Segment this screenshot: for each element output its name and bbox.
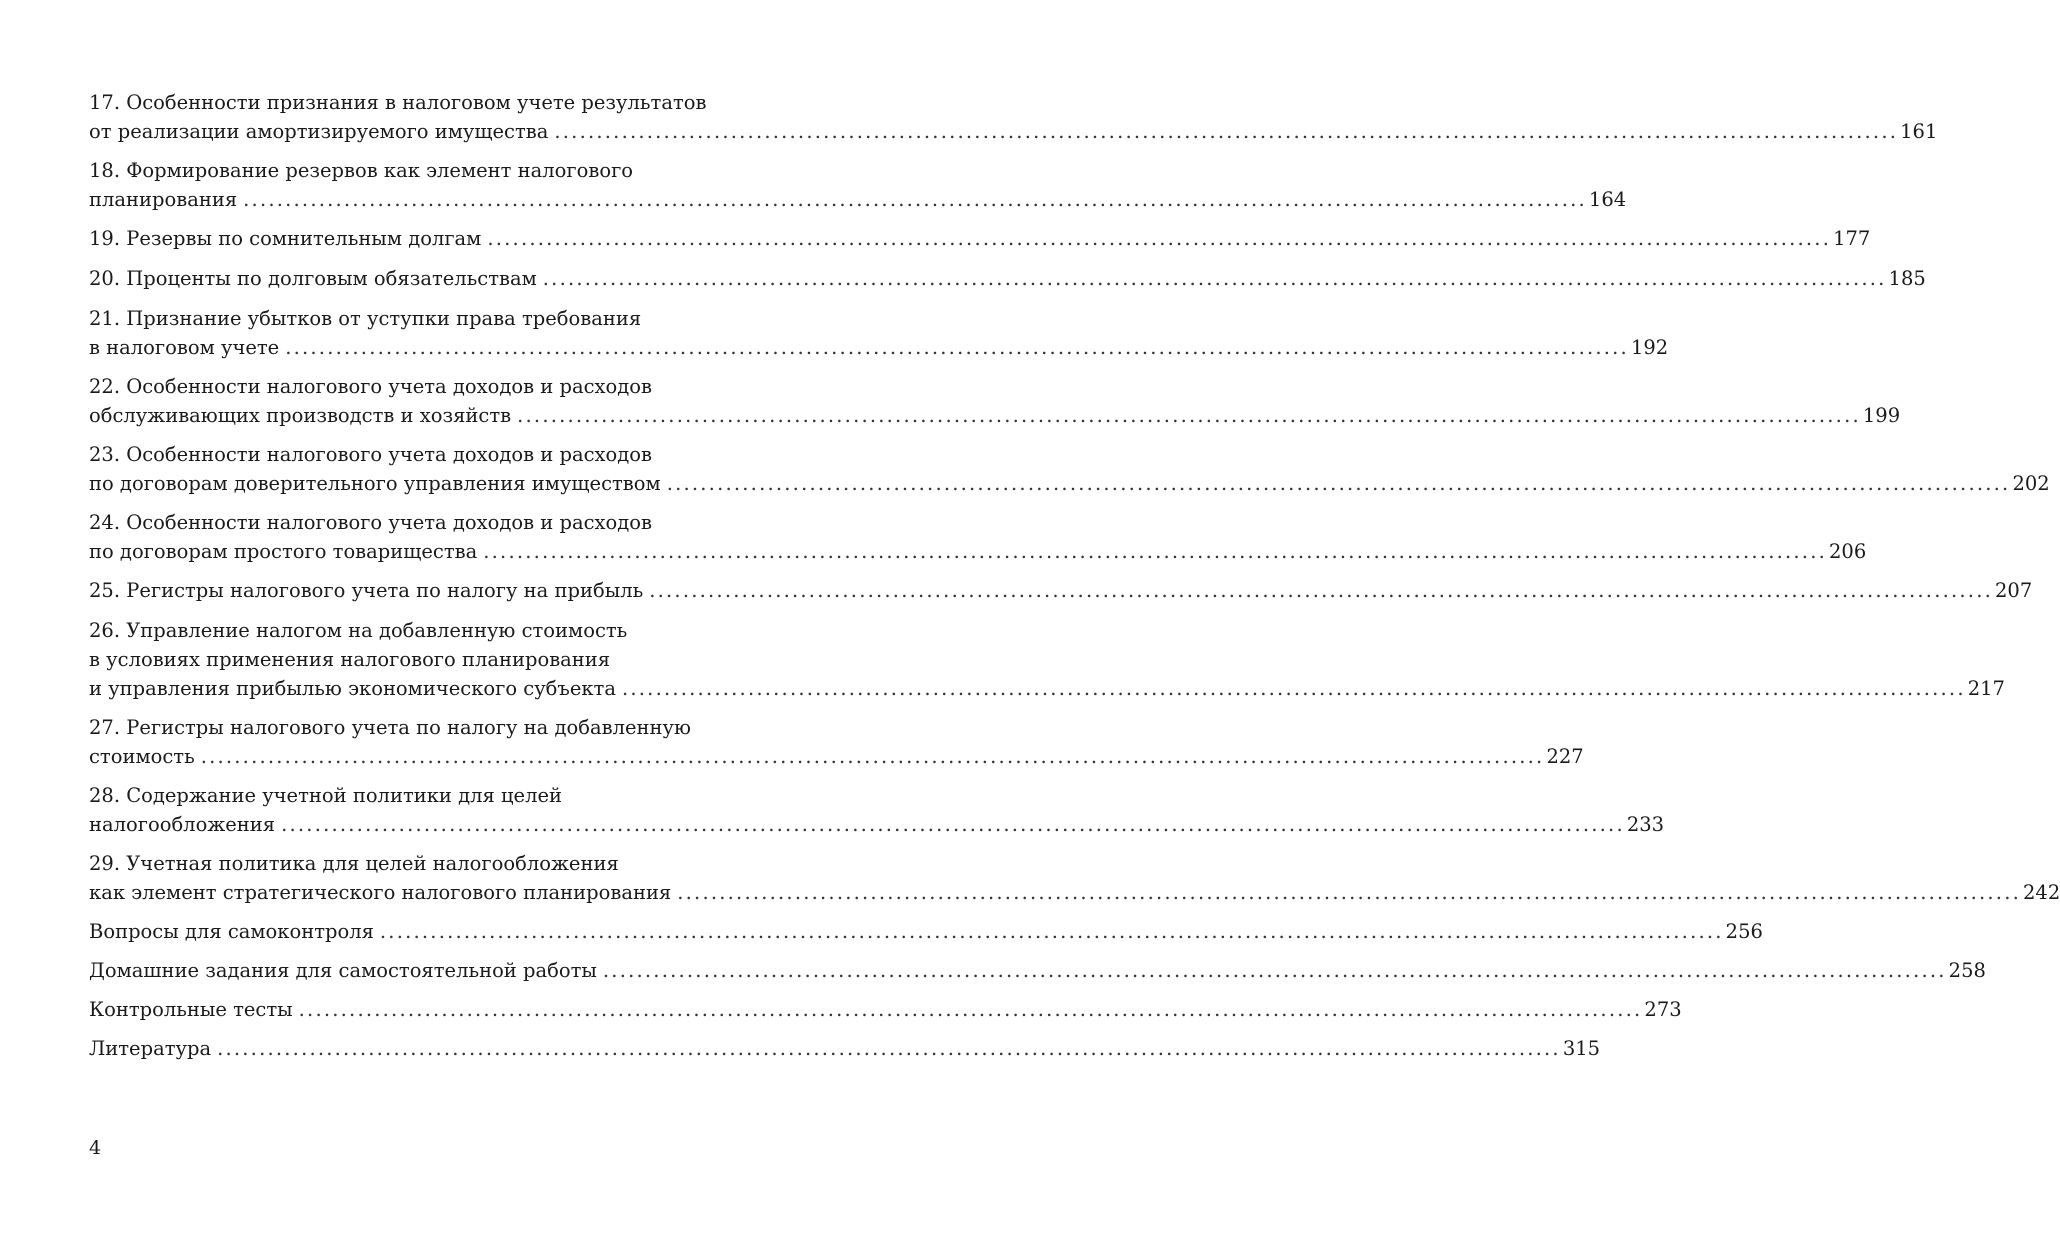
- leader-dots: ................................................................................................................................................................: [542, 267, 1887, 290]
- toc-entry-20[interactable]: [89, 264, 1926, 293]
- toc-entry-title: 20. Проценты по долговым обязательствам: [89, 267, 537, 290]
- table-of-contents: [89, 88, 2060, 1073]
- toc-entry-literature[interactable]: [89, 1034, 1601, 1063]
- toc-entry-17[interactable]: [89, 88, 1938, 146]
- toc-entry-title-tail: как элемент стратегического налогового планирования: [89, 881, 672, 904]
- toc-entry-title-tail: обслуживающих производств и хозяйств: [89, 404, 512, 427]
- toc-entry-last-line: [89, 469, 2050, 498]
- toc-entry-page-number: 227: [1546, 745, 1584, 768]
- toc-entry-last-line: [89, 742, 1584, 771]
- toc-entry-22[interactable]: [89, 372, 1901, 430]
- toc-entry-last-line: [89, 917, 1763, 946]
- toc-entry-last-line: [89, 264, 1926, 293]
- leader-dots: ................................................................................................................................................................: [285, 336, 1629, 359]
- toc-entry-title-line: 21. Признание убытков от уступки права требования: [89, 307, 642, 330]
- toc-entry-page-number: 161: [1900, 120, 1938, 143]
- toc-entry-self-check-questions[interactable]: [89, 917, 1763, 946]
- toc-entry-title-tail: налогообложения: [89, 813, 276, 836]
- toc-entry-title-tail: от реализации амортизируемого имущества: [89, 120, 549, 143]
- leader-dots: ................................................................................................................................................................: [666, 472, 2011, 495]
- toc-entry-title-tail: в налоговом учете: [89, 336, 280, 359]
- leader-dots: ................................................................................................................................................................: [281, 813, 1625, 836]
- toc-entry-last-line: [89, 674, 2005, 703]
- toc-entry-19[interactable]: [89, 224, 1871, 253]
- toc-entry-29[interactable]: [89, 849, 2060, 907]
- toc-entry-title: Вопросы для самоконтроля: [89, 920, 374, 943]
- toc-entry-last-line: [89, 995, 1682, 1024]
- toc-entry-title-line: в условиях применения налогового планирования: [89, 648, 611, 671]
- toc-entry-title-line: 18. Формирование резервов как элемент налогового: [89, 159, 634, 182]
- toc-entry-page-number: 256: [1725, 920, 1763, 943]
- toc-entry-last-line: [89, 956, 1986, 985]
- toc-entry-last-line: [89, 810, 1665, 839]
- toc-entry-page-number: 315: [1562, 1037, 1601, 1060]
- toc-entry-title-line: 26. Управление налогом на добавленную стоимость: [89, 619, 628, 642]
- toc-entry-last-line: [89, 401, 1901, 430]
- toc-entry-last-line: [89, 117, 1938, 146]
- toc-entry-page-number: 207: [1995, 579, 2033, 602]
- toc-entry-24[interactable]: [89, 508, 1867, 566]
- toc-entry-title: 25. Регистры налогового учета по налогу на прибыль: [89, 579, 644, 602]
- leader-dots: ................................................................................................................................................................: [517, 404, 1861, 427]
- toc-entry-page-number: 185: [1888, 267, 1926, 290]
- toc-entry-page-number: 164: [1588, 188, 1627, 211]
- toc-entry-25[interactable]: [89, 576, 2033, 605]
- toc-entry-title-tail: стоимость: [89, 745, 195, 768]
- toc-entry-title: Литература: [89, 1037, 212, 1060]
- toc-entry-21[interactable]: [89, 304, 1669, 362]
- toc-entry-title-line: 27. Регистры налогового учета по налогу на добавленную: [89, 716, 691, 739]
- toc-entry-title-line: 17. Особенности признания в налоговом учете результатов: [89, 91, 707, 114]
- page-number: 4: [89, 1137, 102, 1159]
- toc-entry-tests[interactable]: [89, 995, 1682, 1024]
- toc-entry-title-tail: по договорам доверительного управления имуществом: [89, 472, 661, 495]
- toc-entry-page-number: 199: [1862, 404, 1901, 427]
- toc-entry-page-number: 192: [1630, 336, 1669, 359]
- toc-entry-last-line: [89, 224, 1871, 253]
- leader-dots: ................................................................................................................................................................: [217, 1037, 1561, 1060]
- leader-dots: ................................................................................................................................................................: [621, 677, 1966, 700]
- toc-entry-title: Домашние задания для самостоятельной работы: [89, 959, 597, 982]
- toc-entry-title-tail: планирования: [89, 188, 238, 211]
- toc-entry-title-tail: и управления прибылью экономического субъекта: [89, 677, 616, 700]
- leader-dots: ................................................................................................................................................................: [298, 998, 1643, 1021]
- toc-entry-title-line: 29. Учетная политика для целей налогообложения: [89, 852, 619, 875]
- toc-entry-26[interactable]: [89, 616, 2005, 703]
- leader-dots: ................................................................................................................................................................: [200, 745, 1545, 768]
- toc-entry-27[interactable]: [89, 713, 1584, 771]
- toc-entry-title-tail: по договорам простого товарищества: [89, 540, 478, 563]
- toc-entry-last-line: [89, 185, 1627, 214]
- toc-entry-title-line: 28. Содержание учетной политики для целей: [89, 784, 563, 807]
- leader-dots: ................................................................................................................................................................: [243, 188, 1587, 211]
- leader-dots: ................................................................................................................................................................: [487, 227, 1832, 250]
- toc-entry-last-line: [89, 537, 1867, 566]
- toc-entry-page-number: 177: [1833, 227, 1871, 250]
- toc-entry-28[interactable]: [89, 781, 1665, 839]
- toc-entry-title-line: 23. Особенности налогового учета доходов и расходов: [89, 443, 652, 466]
- toc-entry-page-number: 273: [1644, 998, 1682, 1021]
- toc-entry-23[interactable]: [89, 440, 2050, 498]
- toc-entry-page-number: 233: [1626, 813, 1665, 836]
- toc-entry-homework[interactable]: [89, 956, 1986, 985]
- toc-entry-page-number: 217: [1967, 677, 2005, 700]
- leader-dots: ................................................................................................................................................................: [649, 579, 1993, 602]
- toc-entry-last-line: [89, 1034, 1601, 1063]
- toc-entry-title: Контрольные тесты: [89, 998, 293, 1021]
- toc-entry-last-line: [89, 576, 2033, 605]
- leader-dots: ................................................................................................................................................................: [677, 881, 2022, 904]
- toc-entry-page-number: 206: [1829, 540, 1867, 563]
- toc-entry-title-line: 22. Особенности налогового учета доходов и расходов: [89, 375, 652, 398]
- leader-dots: ................................................................................................................................................................: [483, 540, 1828, 563]
- toc-entry-title-line: 24. Особенности налогового учета доходов и расходов: [89, 511, 652, 534]
- leader-dots: ................................................................................................................................................................: [554, 120, 1899, 143]
- toc-entry-page-number: 202: [2012, 472, 2050, 495]
- toc-entry-page-number: 258: [1948, 959, 1986, 982]
- toc-entry-page-number: 242: [2023, 881, 2060, 904]
- toc-entry-18[interactable]: [89, 156, 1627, 214]
- toc-entry-title: 19. Резервы по сомнительным долгам: [89, 227, 482, 250]
- leader-dots: ................................................................................................................................................................: [602, 959, 1947, 982]
- leader-dots: ................................................................................................................................................................: [379, 920, 1724, 943]
- toc-entry-last-line: [89, 878, 2060, 907]
- toc-entry-last-line: [89, 333, 1669, 362]
